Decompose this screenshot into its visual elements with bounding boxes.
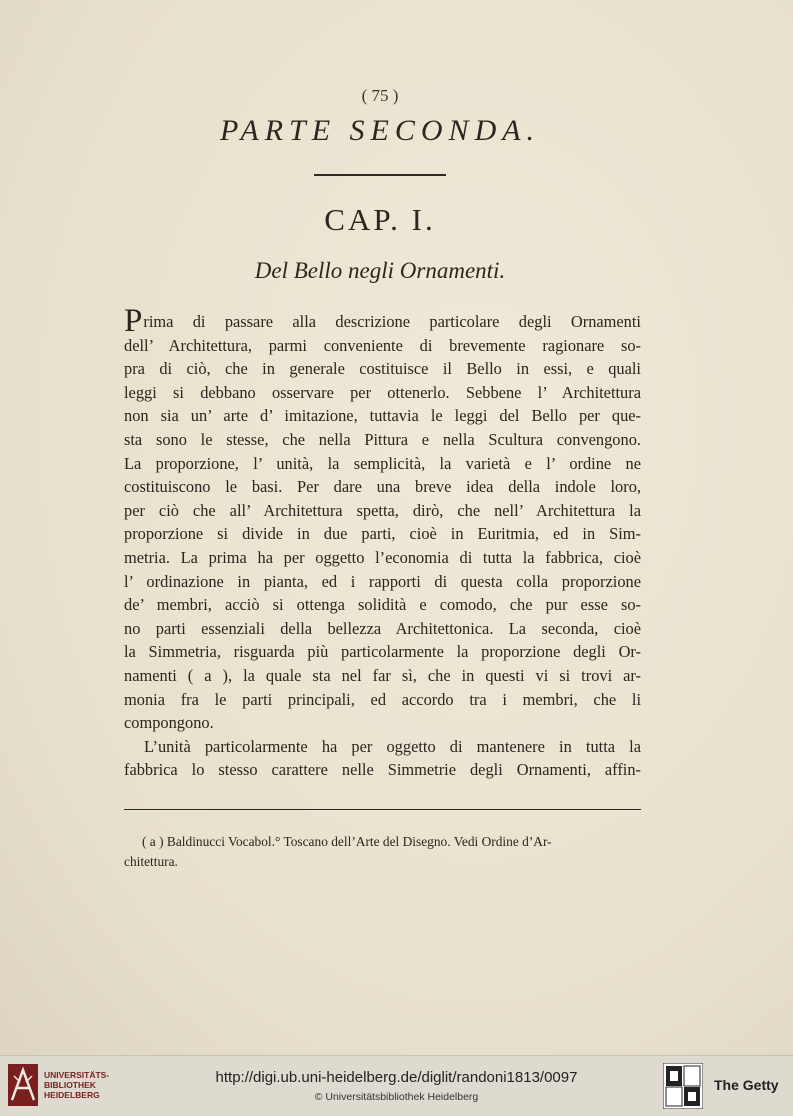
text-line: metria. La prima ha per oggetto l’economia di tutta la fabbrica, cioè (124, 547, 641, 567)
library-name: UNIVERSITÄTS- BIBLIOTHEK HEIDELBERG (44, 1070, 110, 1100)
viewer-footer (0, 1055, 793, 1116)
text-line: fabbrica lo stesso carattere nelle Simmetrie degli Ornamenti, affin- (124, 760, 641, 780)
page-number: ( 75 ) (361, 86, 399, 105)
text-line: compongono. (124, 713, 214, 733)
footnote-line: chitettura. (124, 854, 178, 869)
copyright-notice: © Universitätsbibliothek Heidelberg (314, 1091, 479, 1103)
text-line: la Simmetria, risguarda più particolarmente la proporzione degli Or- (124, 642, 641, 662)
text-line: costituiscono le basi. Per dare una breve idea della indole loro, (124, 477, 641, 497)
footnote-divider (124, 809, 641, 810)
text-line: dell’ Architettura, parmi conveniente di brevemente ragionare so- (124, 335, 641, 355)
body-text (124, 303, 641, 782)
footnote (124, 832, 641, 872)
text-line: leggi si debbano osservare per ottenerlo. Sebbene l’ Architettura (124, 382, 641, 402)
text-line: namenti ( a ), la quale sta nel far sì, che in questi vi si trovi ar- (124, 665, 641, 685)
text-line: Prima di passare alla descrizione particolare degli Ornamenti (124, 303, 641, 339)
text-line: sta sono le stesse, che nella Pittura e nella Scultura convengono. (124, 429, 641, 449)
getty-logo-icon[interactable] (663, 1063, 703, 1109)
drop-cap: P (124, 303, 143, 339)
part-title: PARTE SECONDA. (219, 114, 541, 147)
chapter-heading: CAP. I. (324, 202, 436, 237)
text-line: La proporzione, l’ unità, la semplicità, la varietà e l’ ordine ne (124, 453, 641, 473)
text-line: non sia un’ arte d’ imitazione, tuttavia le leggi del Bello per que- (124, 406, 641, 426)
chapter-subtitle: Del Bello negli Ornamenti. (254, 258, 506, 283)
text-line: L’unità particolarmente ha per oggetto di mantenere in tutta la (144, 736, 641, 756)
getty-label: The Getty (714, 1077, 779, 1093)
footnote-line: ( a ) Baldinucci Vocabol.° Toscano dell’Arte del Disegno. Vedi Ordine d’Ar- (142, 834, 552, 849)
text-line: no parti essenziali della bellezza Architettonica. La seconda, cioè (124, 618, 641, 638)
title-divider (314, 174, 446, 176)
text-line: de’ membri, acciò si ottenga solidità e comodo, che pur esse so- (124, 595, 641, 615)
text-line: l’ ordinazione in pianta, ed i rapporti di questa colla proporzione (124, 571, 641, 591)
text-line: proporzione si divide in due parti, cioè in Euritmia, ed in Sim- (124, 524, 641, 544)
text-line: pra di ciò, che in generale costituisce il Bello in essi, e quali (124, 359, 641, 379)
text-line: monia fra le parti principali, ed accordo tra i membri, che li (124, 689, 641, 709)
text-line: per ciò che all’ Architettura spetta, dirò, che nell’ Architettura la (124, 500, 641, 520)
permalink-url[interactable]: http://digi.ub.uni-heidelberg.de/diglit/randoni1813/0097 (215, 1069, 578, 1086)
